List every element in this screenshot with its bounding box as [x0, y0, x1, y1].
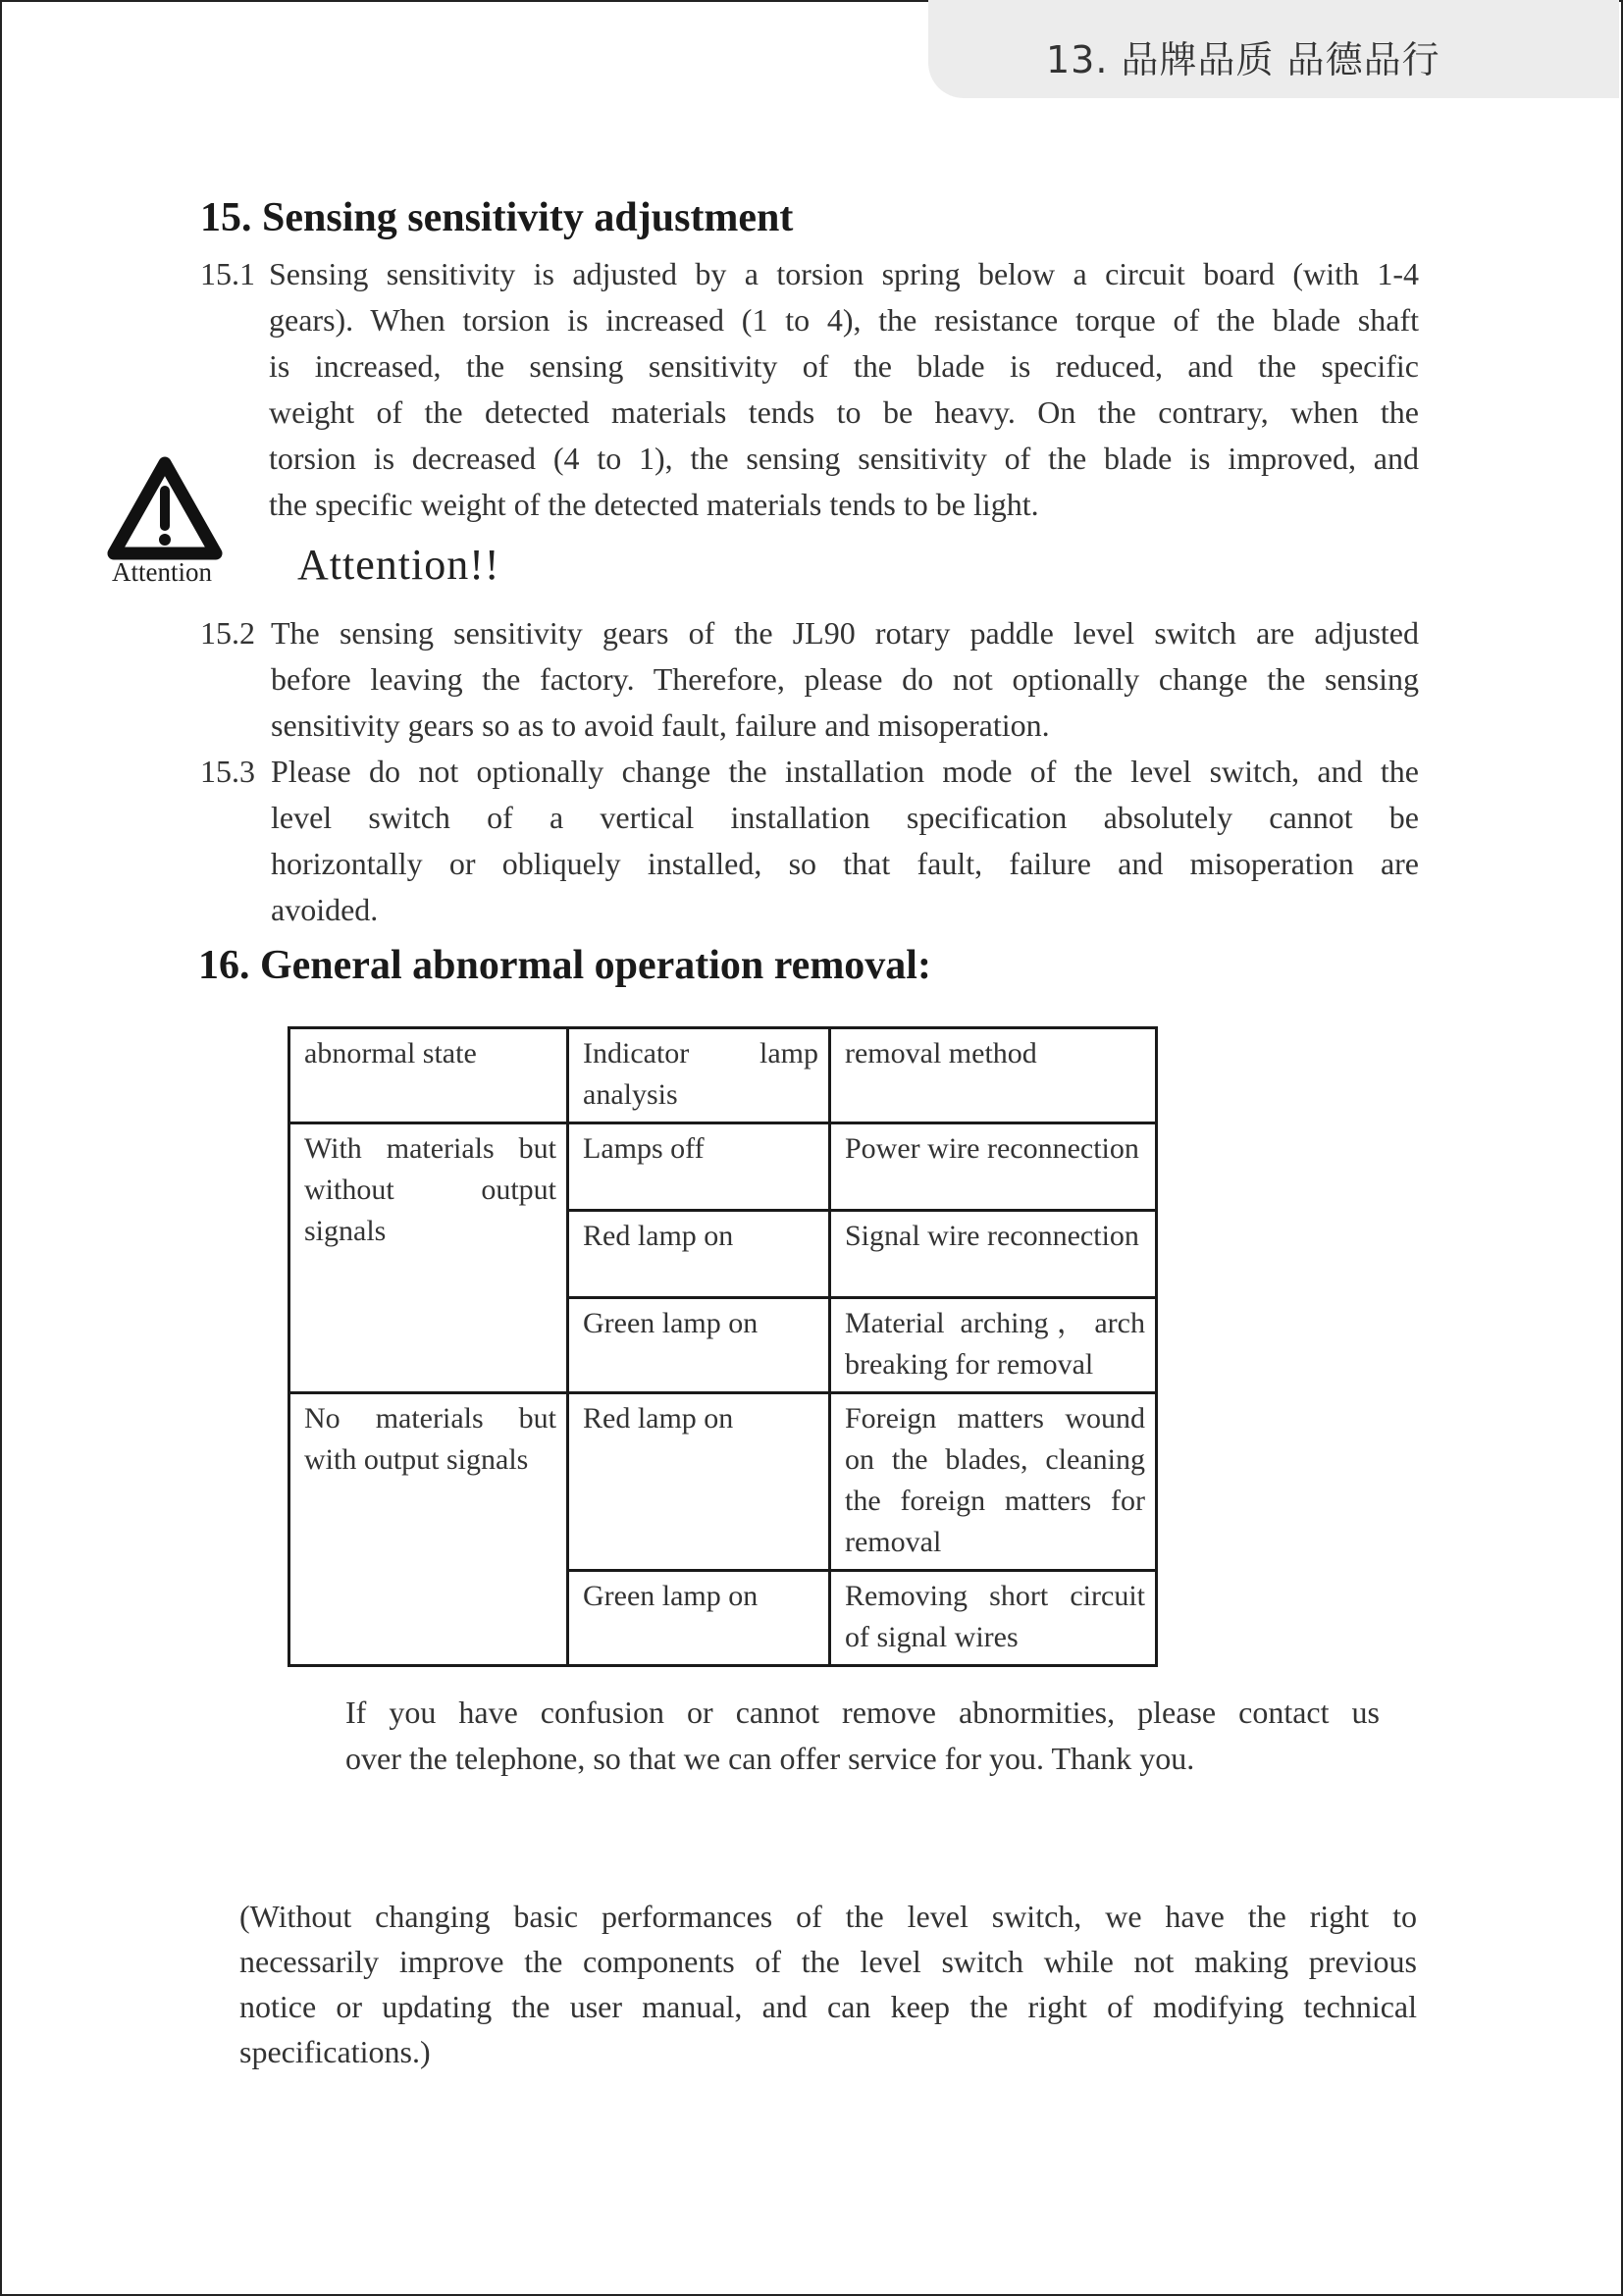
- attention-title: Attention!!: [297, 541, 500, 589]
- table-cell-state: No materials but with output signals: [289, 1393, 568, 1666]
- header-title: 13. 品牌品质 品德品行: [1046, 38, 1440, 81]
- table-cell-lamp: Red lamp on: [568, 1211, 830, 1298]
- table-cell-method: Material arching，arch breaking for removal: [830, 1298, 1157, 1393]
- table-cell-method: Foreign matters wound on the blades, cleaning the foreign matters for removal: [830, 1393, 1157, 1571]
- table-cell-method: Signal wire reconnection: [830, 1211, 1157, 1298]
- paragraph-15-3: [271, 749, 1419, 933]
- text-line: torsion is decreased (4 to 1), the sensing sensitivity of the blade is improved, and: [269, 441, 1419, 476]
- section-15-heading: 15. Sensing sensitivity adjustment: [200, 195, 794, 240]
- text-line: Sensing sensitivity is adjusted by a torsion spring below a circuit board (with 1-4: [269, 256, 1419, 291]
- table-row: [289, 1393, 1157, 1571]
- paragraph-number-15-3: 15.3: [200, 754, 255, 789]
- table-cell-lamp: Red lamp on: [568, 1393, 830, 1571]
- closing-paragraph: [345, 1690, 1380, 1782]
- paragraph-15-2: [271, 610, 1419, 749]
- table-header-cell: Indicator lamp analysis: [568, 1028, 830, 1123]
- table-cell-method: Power wire reconnection: [830, 1123, 1157, 1211]
- table-cell-lamp: Green lamp on: [568, 1571, 830, 1666]
- text-line: notice or updating the user manual, and can keep the right of modifying technical: [239, 1989, 1417, 2024]
- text-line: avoided.: [271, 892, 379, 927]
- warning-icon: [106, 455, 224, 561]
- disclaimer-note: [239, 1894, 1417, 2074]
- text-line: necessarily improve the components of the level switch while not making previous: [239, 1944, 1417, 1979]
- table-cell-lamp: Green lamp on: [568, 1298, 830, 1393]
- text-line: is increased, the sensing sensitivity of the blade is reduced, and the specific: [269, 348, 1419, 384]
- paragraph-15-1: [269, 251, 1419, 528]
- abnormal-operation-table: [288, 1026, 1158, 1667]
- text-line: (Without changing basic performances of the level switch, we have the right to: [239, 1899, 1417, 1934]
- table-cell-state: With materials but without output signals: [289, 1123, 568, 1393]
- section-16-heading: 16. General abnormal operation removal:: [198, 943, 931, 988]
- table-header-row: [289, 1028, 1157, 1123]
- text-line: the specific weight of the detected materials tends to be light.: [269, 487, 1039, 522]
- text-line: gears). When torsion is increased (1 to 4), the resistance torque of the blade shaft: [269, 302, 1419, 338]
- attention-icon-label: Attention: [112, 557, 212, 587]
- paragraph-number-15-2: 15.2: [200, 615, 255, 651]
- text-line: The sensing sensitivity gears of the JL90 rotary paddle level switch are adjusted: [271, 615, 1419, 651]
- text-line: weight of the detected materials tends to be heavy. On the contrary, when the: [269, 394, 1419, 430]
- table-header-cell: removal method: [830, 1028, 1157, 1123]
- text-line: before leaving the factory. Therefore, please do not optionally change the sensing: [271, 661, 1419, 697]
- text-line: level switch of a vertical installation specification absolutely cannot be: [271, 800, 1419, 835]
- text-line: Please do not optionally change the installation mode of the level switch, and the: [271, 754, 1419, 789]
- paragraph-number-15-1: 15.1: [200, 256, 255, 291]
- table-cell-method: Removing short circuit of signal wires: [830, 1571, 1157, 1666]
- text-line: If you have confusion or cannot remove abnormities, please contact us: [345, 1695, 1380, 1730]
- text-line: horizontally or obliquely installed, so that fault, failure and misoperation are: [271, 846, 1419, 881]
- text-line: specifications.): [239, 2034, 431, 2069]
- text-line: sensitivity gears so as to avoid fault, failure and misoperation.: [271, 707, 1050, 743]
- table-row: [289, 1123, 1157, 1211]
- text-line: over the telephone, so that we can offer service for you. Thank you.: [345, 1741, 1195, 1776]
- table-header-cell: abnormal state: [289, 1028, 568, 1123]
- table-cell-lamp: Lamps off: [568, 1123, 830, 1211]
